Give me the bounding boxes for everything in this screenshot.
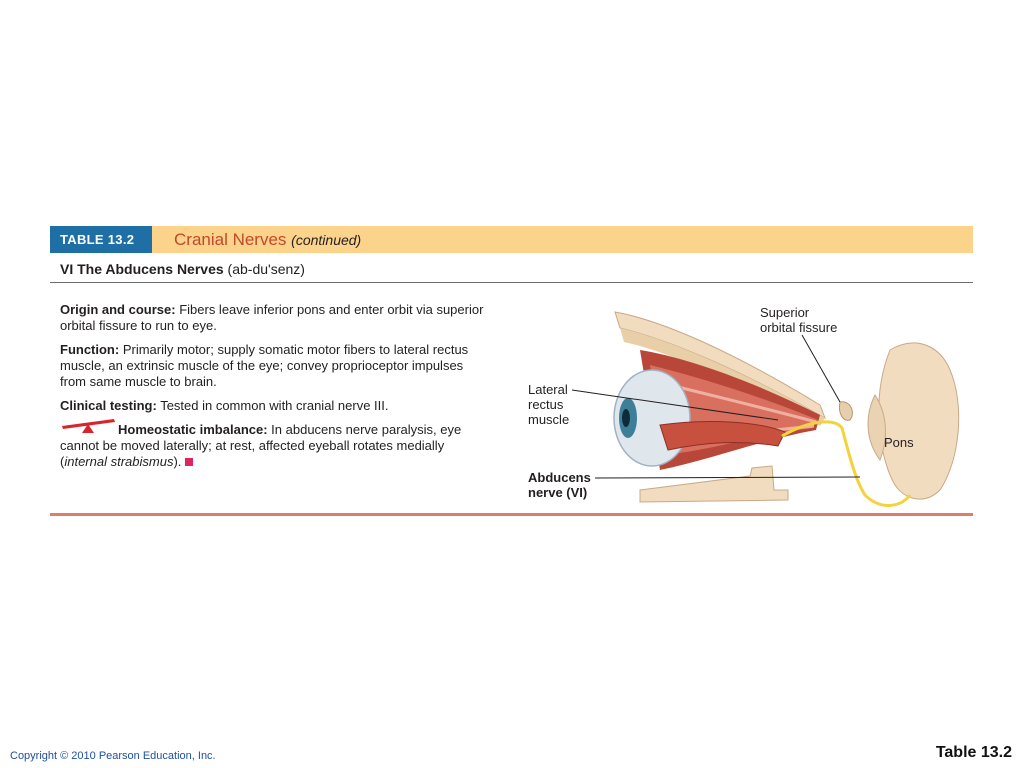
table-number: TABLE 13.2 [50,226,152,253]
nerve-name: The Abducens Nerves [77,261,224,277]
slide-table-reference: Table 13.2 [935,744,1012,761]
clinical-section [60,398,490,414]
label-lateral-line3: muscle [528,412,570,427]
table-header-band [50,226,973,253]
label-lateral-rectus [528,382,569,427]
nerve-number: VI [60,261,74,277]
copyright-notice: Copyright © 2010 Pearson Education, Inc. [10,750,216,762]
homeostatic-section [60,422,490,470]
divider-top [50,282,973,283]
table-title-suffix: (continued) [291,232,362,248]
nerve-description [60,302,490,478]
label-pons: Pons [884,435,914,450]
label-lateral-line2: rectus [528,397,564,412]
abducens-illustration [520,290,970,510]
origin-label: Origin and course: [60,302,176,317]
function-text: Primarily motor; supply somatic motor fibers to lateral rectus muscle, an extrinsic muscle of the eye; convey proprioceptor impulses from same muscle to brain. [60,342,469,389]
seesaw-icon [60,416,116,434]
function-section [60,342,490,390]
label-superior-line1: Superior [760,305,810,320]
homeostatic-label: Homeostatic imbalance: [118,422,268,437]
nerve-pronunciation: (ab-du'senz) [227,261,305,277]
homeostatic-text-2: ). [173,454,182,469]
label-abducens-line1: Abducens [528,470,591,485]
origin-section [60,302,490,334]
homeostatic-italic: internal strabismus [64,454,174,469]
nerve-heading [60,261,305,277]
label-superior-orbital-fissure [760,305,837,335]
clinical-label: Clinical testing: [60,398,157,413]
clinical-text: Tested in common with cranial nerve III. [160,398,389,413]
label-abducens-nerve [528,470,591,500]
origin-text: Fibers leave inferior pons and enter orbit via superior orbital fissure to run to eye. [60,302,484,333]
end-mark-icon [185,458,193,466]
function-label: Function: [60,342,120,357]
label-abducens-line2: nerve (VI) [528,485,588,500]
table-title [174,230,361,250]
label-lateral-line1: Lateral [528,382,568,397]
table-title-main: Cranial Nerves [174,230,287,249]
divider-bottom [50,513,973,516]
homeostatic-text-1: In abducens nerve paralysis, eye cannot be moved laterally; at rest, affected eyeball rotates medially ( [60,422,462,469]
label-superior-line2: orbital fissure [760,320,838,335]
